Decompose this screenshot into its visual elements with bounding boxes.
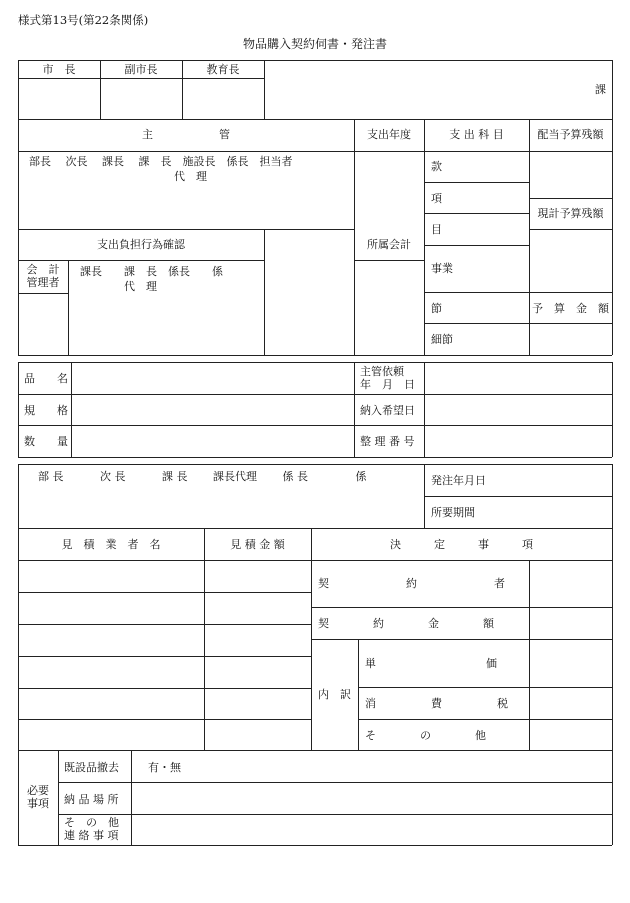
fiscal-year-label: 支出年度 — [367, 128, 411, 141]
confirmation-roles: 課長 課 長 係長 係 — [80, 265, 223, 278]
item-name-label: 品 名 — [24, 372, 68, 385]
order-roles: 部 長 次 長 課 長 課長代理 係 長 係 — [38, 470, 367, 483]
superintendent-label: 教育長 — [206, 63, 240, 76]
vendor-header: 見 積 業 者 名 — [61, 538, 161, 551]
ref-number-label: 整 理 番 号 — [360, 435, 415, 448]
current-remaining-label: 現計予算残額 — [537, 207, 604, 220]
city-mayor-label: 市 長 — [42, 63, 76, 76]
item-quantity-label: 数 量 — [24, 435, 68, 448]
removal-label: 既設品撤去 — [64, 761, 119, 774]
kan-label: 款 — [431, 160, 442, 173]
required-label: 必要 事項 — [27, 784, 49, 810]
required-period-label: 所要期間 — [431, 506, 475, 519]
order-date-label: 発注年月日 — [431, 474, 486, 487]
contractor-label: 契 約 者 — [318, 577, 505, 590]
document-title: 物品購入契約伺書・発注書 — [242, 37, 387, 51]
request-date-label: 主管依頼 年 月 日 — [360, 365, 415, 391]
accounting-manager-label: 会 計 管理者 — [26, 263, 60, 289]
item-spec-label: 規 格 — [24, 404, 68, 417]
jigyou-label: 事業 — [431, 262, 453, 275]
saisetsu-label: 細節 — [431, 333, 453, 346]
delivery-place-label: 納 品 場 所 — [64, 793, 119, 806]
manager-roles-deputy: 代 理 — [174, 170, 207, 183]
manager-roles: 部長 次長 課長 課 長 施設長 係長 担当者 — [29, 155, 293, 168]
consumption-tax-label: 消 費 税 — [365, 697, 508, 710]
estimate-amount-header: 見 積 金 額 — [230, 538, 285, 551]
confirmation-header: 支出負担行為確認 — [97, 238, 185, 251]
budget-amount-label: 予 算 金 額 — [532, 302, 609, 315]
account-items-label: 支 出 科 目 — [449, 128, 504, 141]
setsu-label: 節 — [431, 302, 442, 315]
dept-accounting-label: 所属会計 — [367, 238, 411, 251]
moku-label: 目 — [431, 223, 442, 236]
contract-amount-label: 契 約 金 額 — [318, 617, 494, 630]
allocated-remaining-label: 配当予算残額 — [537, 128, 604, 141]
breakdown-label: 内 訳 — [318, 688, 351, 701]
decision-header: 決 定 事 項 — [390, 538, 533, 551]
deputy-mayor-label: 副市長 — [124, 63, 158, 76]
other-contact-label: そ の 他 連 絡 事 項 — [64, 816, 119, 842]
form-number: 様式第13号(第22条関係) — [18, 13, 149, 27]
removal-value: 有・無 — [148, 761, 181, 774]
section-label: 課 — [595, 83, 606, 96]
other-label: そ の 他 — [365, 729, 486, 742]
unit-price-label: 単 価 — [365, 657, 497, 670]
desired-delivery-label: 納入希望日 — [360, 404, 415, 417]
kou-label: 項 — [431, 192, 442, 205]
confirmation-roles-deputy: 代 理 — [124, 280, 157, 293]
manager-header: 主 管 — [142, 128, 230, 141]
